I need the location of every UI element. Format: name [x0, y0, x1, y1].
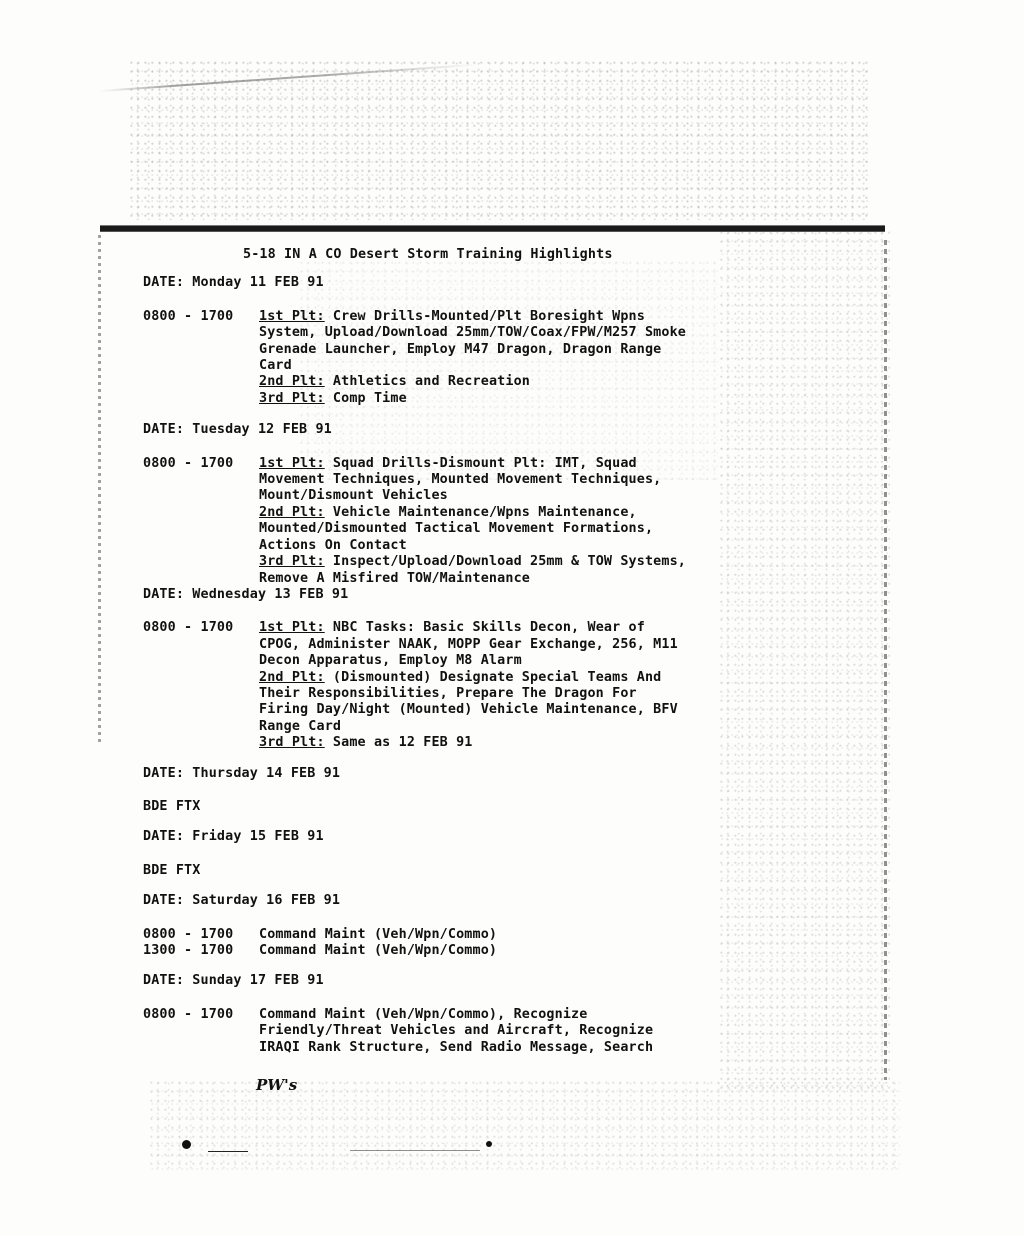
entry-text: Card [259, 358, 292, 374]
entry-text: Same as 12 FEB 91 [324, 735, 473, 751]
entry-text: (Dismounted) Designate Special Teams And [324, 669, 662, 685]
entry-time: 1300 - 1700 [143, 943, 234, 958]
entry-text: Athletics and Recreation [324, 374, 530, 390]
entry-text: Squad Drills-Dismount Plt: IMT, Squad [324, 455, 637, 471]
schedule-entry [143, 620, 863, 751]
platoon-label: 2nd Plt: [259, 669, 325, 685]
schedule-entry [143, 943, 863, 959]
schedule-day [143, 275, 863, 407]
hole-punch-mark [182, 1140, 191, 1149]
schedule-entry [143, 456, 863, 587]
entry-description [259, 620, 863, 751]
entry-line [259, 1023, 863, 1039]
entry-text: Command Maint (Veh/Wpn/Commo) [259, 926, 498, 942]
entry-line [259, 309, 863, 325]
day-date: DATE: Wednesday 13 FEB 91 [143, 586, 349, 602]
platoon-label: 1st Plt: [259, 308, 325, 324]
entry-time: 0800 - 1700 [143, 1006, 234, 1022]
platoon-label: 1st Plt: [259, 455, 325, 471]
entry-line [259, 325, 863, 341]
entry-text: Remove A Misfired TOW/Maintenance [259, 570, 530, 586]
entry-description [259, 1007, 863, 1056]
entry-line [259, 653, 863, 669]
entry-text: Inspect/Upload/Download 25mm & TOW Systems, [324, 554, 687, 570]
entry-description [259, 943, 863, 959]
entry-time: 0800 - 1700 [143, 308, 234, 324]
entry-line [259, 1007, 863, 1023]
entry-line [259, 702, 863, 718]
schedule-day [143, 893, 863, 959]
schedule-days [143, 275, 863, 1056]
entry-text: Actions On Contact [259, 537, 407, 553]
entry-text: Their Responsibilities, Prepare The Dragon For [259, 685, 637, 701]
schedule-day [143, 829, 863, 879]
entry-line [259, 927, 863, 943]
entry-text: Vehicle Maintenance/Wpns Maintenance, [324, 504, 637, 520]
day-date: DATE: Sunday 17 FEB 91 [143, 973, 324, 989]
schedule-entry [143, 1007, 863, 1056]
entry-line [259, 538, 863, 554]
paper-edge-right [884, 240, 887, 1080]
entry-text: Crew Drills-Mounted/Plt Boresight Wpns [324, 308, 645, 324]
entry-line [259, 342, 863, 358]
entry-line [259, 571, 863, 587]
entry-text: Firing Day/Night (Mounted) Vehicle Maintenance, BFV [259, 702, 678, 718]
platoon-label: 2nd Plt: [259, 504, 325, 520]
photocopy-noise-top [130, 60, 870, 220]
schedule-entry [143, 309, 863, 407]
entry-time: 0800 - 1700 [143, 926, 234, 942]
day-date: DATE: Thursday 14 FEB 91 [143, 765, 341, 781]
platoon-label: 3rd Plt: [259, 390, 325, 406]
entry-text: IRAQI Rank Structure, Send Radio Message, Search [259, 1039, 654, 1055]
entry-line [259, 686, 863, 702]
schedule-day [143, 587, 863, 752]
day-date: DATE: Friday 15 FEB 91 [143, 829, 324, 845]
paper-edge-left [98, 235, 101, 745]
entry-text: CPOG, Administer NAAK, MOPP Gear Exchange, 256, M11 [259, 636, 678, 652]
handwritten-mark: PW's [256, 1076, 298, 1094]
schedule-day [143, 973, 863, 1056]
entry-line [259, 620, 863, 636]
entry-line [259, 374, 863, 390]
platoon-label: 2nd Plt: [259, 374, 325, 390]
platoon-label: 1st Plt: [259, 620, 325, 636]
platoon-label: 3rd Plt: [259, 735, 325, 751]
day-note: BDE FTX [143, 798, 201, 814]
document-title: 5-18 IN A CO Desert Storm Training Highlights [243, 247, 613, 262]
entry-line [259, 735, 863, 751]
entry-text: Grenade Launcher, Employ M47 Dragon, Dragon Range [259, 341, 662, 357]
entry-text: Mount/Dismount Vehicles [259, 488, 448, 504]
entry-text: Mounted/Dismounted Tactical Movement Formations, [259, 521, 654, 537]
entry-time: 0800 - 1700 [143, 455, 234, 471]
training-schedule-document [143, 247, 863, 1056]
entry-line [259, 521, 863, 537]
entry-line [259, 554, 863, 570]
entry-line [259, 637, 863, 653]
schedule-day [143, 422, 863, 587]
entry-description [259, 927, 863, 943]
entry-text: Comp Time [324, 390, 407, 406]
day-note: BDE FTX [143, 862, 201, 878]
header-rule [100, 226, 885, 231]
entry-text: Command Maint (Veh/Wpn/Commo) [259, 943, 498, 958]
entry-text: NBC Tasks: Basic Skills Decon, Wear of [324, 620, 645, 636]
entry-line [259, 670, 863, 686]
entry-line [259, 505, 863, 521]
entry-line [259, 719, 863, 735]
entry-line [259, 943, 863, 959]
platoon-label: 3rd Plt: [259, 554, 325, 570]
entry-text: System, Upload/Download 25mm/TOW/Coax/FPW/M257 Smoke [259, 325, 687, 341]
scan-artifact-line [208, 1151, 248, 1152]
entry-line [259, 488, 863, 504]
entry-line [259, 1040, 863, 1056]
entry-text: Command Maint (Veh/Wpn/Commo), Recognize [259, 1006, 588, 1022]
scan-artifact-line [350, 1150, 480, 1151]
entry-text: Range Card [259, 718, 342, 734]
entry-line [259, 391, 863, 407]
entry-description [259, 309, 863, 407]
entry-line [259, 358, 863, 374]
entry-line [259, 472, 863, 488]
entry-line [259, 456, 863, 472]
entry-description [259, 456, 863, 587]
schedule-entry [143, 927, 863, 943]
schedule-day [143, 766, 863, 816]
entry-text: Friendly/Threat Vehicles and Aircraft, Recognize [259, 1023, 654, 1039]
entry-time: 0800 - 1700 [143, 620, 234, 636]
hole-punch-mark [486, 1141, 492, 1147]
day-date: DATE: Saturday 16 FEB 91 [143, 893, 341, 909]
day-date: DATE: Monday 11 FEB 91 [143, 275, 324, 291]
day-date: DATE: Tuesday 12 FEB 91 [143, 422, 332, 438]
entry-text: Movement Techniques, Mounted Movement Techniques, [259, 472, 662, 488]
entry-text: Decon Apparatus, Employ M8 Alarm [259, 653, 522, 669]
